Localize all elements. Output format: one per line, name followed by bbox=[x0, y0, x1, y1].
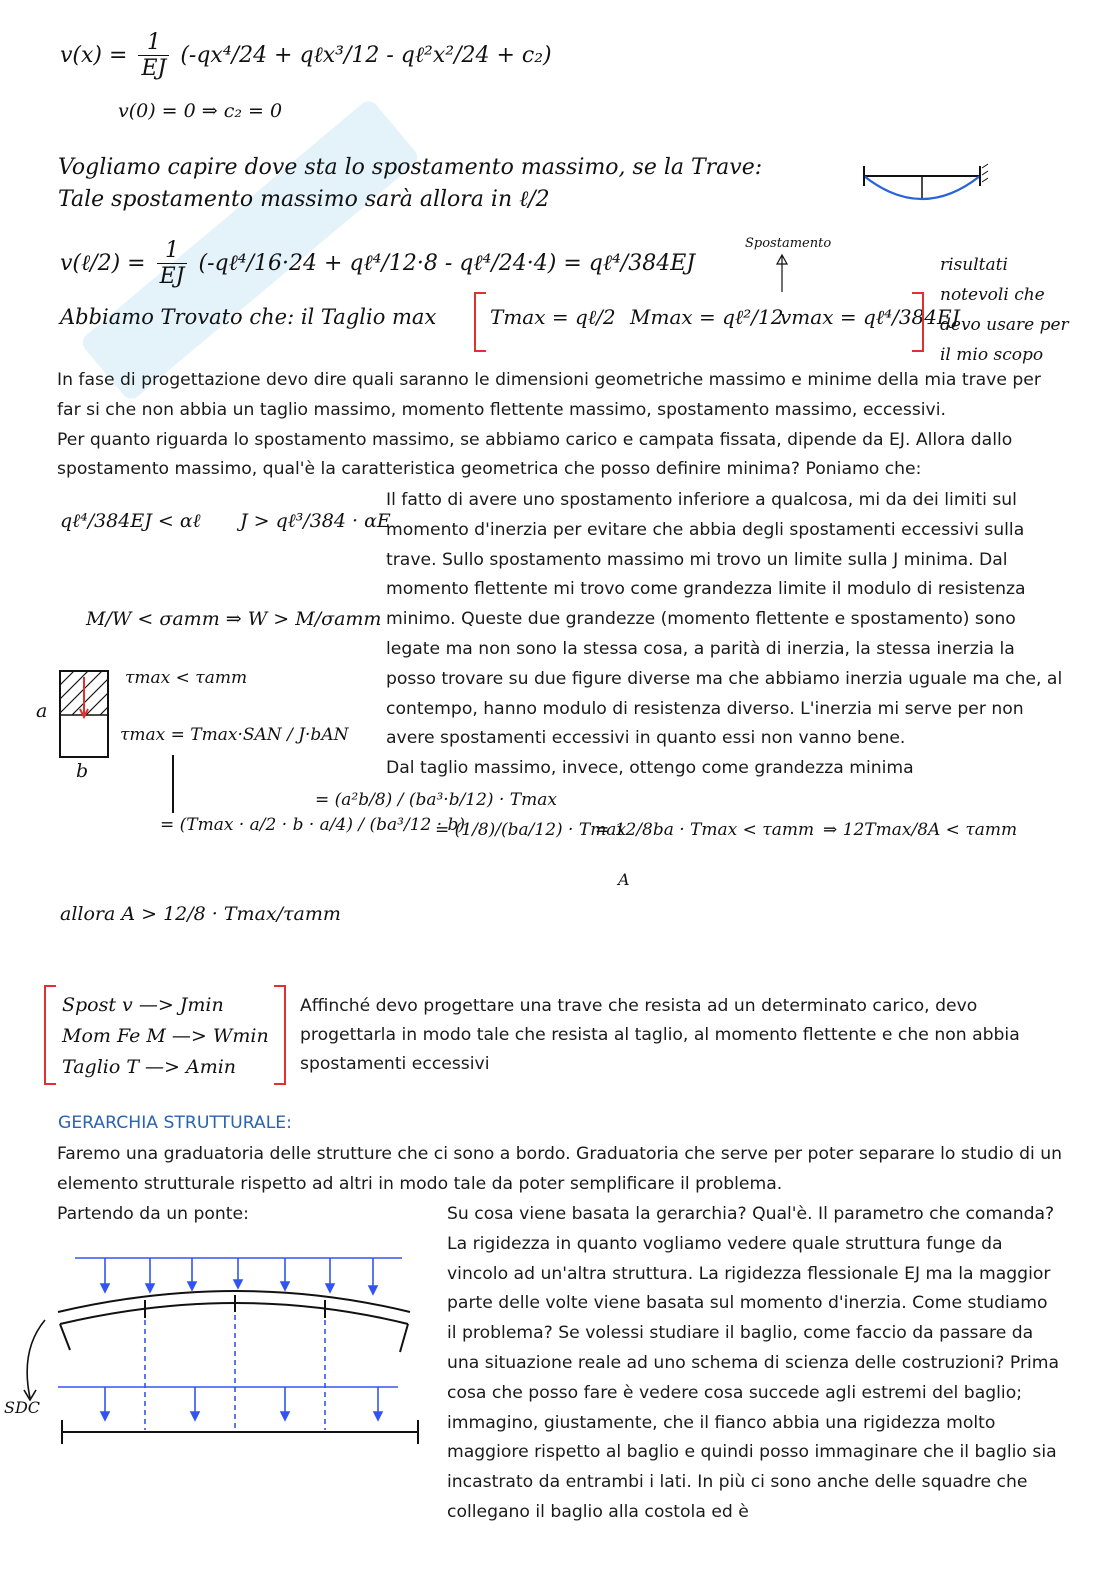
para-spostamento: Per quanto riguarda lo spostamento massimo, se abbiamo carico e campata fissata, dipende da EJ. Allora dallo spostamento massimo, qual'è la caratteristica geometrica che posso definire minima? Poniamo che: bbox=[57, 429, 1013, 480]
tau-chain-4: = 12/8ba · Tmax < τamm bbox=[595, 820, 815, 840]
t-max: Tmax = qℓ/2 bbox=[490, 305, 616, 329]
formula-v-mid: v(ℓ/2) = $\frac{1}{EJ}$ (-qℓ⁴/16·24 + qℓ⁴/12·8 - qℓ⁴/24·4) = qℓ⁴/384EJ bbox=[60, 238, 696, 290]
formula-j-right: J > qℓ³/384 · αE bbox=[240, 510, 391, 532]
para-design: In fase di progettazione devo dire quali saranno le dimensioni geometriche massimo e minime della mia trave per far si che non abbia un taglio massimo, momento flettente massimo, spostamento massimo, eccessivi. bbox=[57, 370, 1041, 420]
bracket-right bbox=[912, 292, 924, 352]
handwritten-line-1: Vogliamo capire dove sta lo spostamento massimo, se la Trave: bbox=[58, 155, 763, 180]
tau-chain-2: = (a²b/8) / (ba³·b/12) · Tmax bbox=[315, 790, 557, 810]
a-arrow-label: A bbox=[618, 870, 630, 889]
formula-tau-cond: τmax < τamm bbox=[125, 668, 248, 688]
formula-a: allora A > 12/8 · Tmax/τamm bbox=[60, 903, 341, 925]
dim-b: b bbox=[76, 760, 89, 782]
risultati-note: risultati notevoli che devo usare per il mio scopo bbox=[940, 255, 1069, 365]
summary-list: Spost v —> Jmin Mom Fe M —> Wmin Taglio T —> Amin bbox=[62, 994, 269, 1078]
tau-chain-3: = (1/8)/(ba/12) · Tmax bbox=[435, 820, 627, 840]
paragraph-2 bbox=[386, 486, 1066, 784]
formula-j-left: qℓ⁴/384EJ < αℓ bbox=[60, 510, 201, 532]
tau-chain-1: = (Tmax · a/2 · b · a/4) / (ba³/12 · b) bbox=[160, 815, 466, 835]
formula-v-x: v(x) = $\frac{1}{EJ}$ (-qx⁴/24 + qℓx³/12 - qℓ²x²/24 + c₂) bbox=[60, 30, 552, 82]
paragraph-progettare: Affinché devo progettare una trave che resista ad un determinato carico, devo progettarla in modo tale che resista al taglio, al momento flettente e che non abbia spostamenti eccessivi bbox=[300, 996, 1020, 1074]
para-taglio: Dal taglio massimo, invece, ottengo come grandezza minima bbox=[386, 758, 914, 779]
paragraph-rigidezza: Su cosa viene basata la gerarchia? Qual'è. Il parametro che comanda? La rigidezza in quanto vogliamo vedere quale struttura funge da vincolo ad un'altra struttura. La rigidezza flessionale EJ ma la maggior parte delle volte viene basata sul momento d'inerzia. Come studiamo il problema? Se volessi studiare il baglio, come faccio da passare da una situazione reale ad uno schema di scienza delle costruzioni? Prima cosa che posso fare è vedere cosa succede agli estremi del baglio; immagino, giustamente, che il fianco abbia una rigidezza molto maggiore rispetto al baglio e quindi posso immaginare che il baglio sia incastrato da entrambi i lati. In più ci sono anche delle squadre che collegano il baglio alla costola ed è bbox=[447, 1204, 1060, 1522]
handwritten-line-2: Tale spostamento massimo sarà allora in ℓ/2 bbox=[58, 187, 550, 212]
paragraph-1 bbox=[57, 366, 1067, 485]
section-heading: GERARCHIA STRUTTURALE: bbox=[58, 1113, 292, 1133]
dim-a: a bbox=[36, 700, 48, 722]
m-max: Mmax = qℓ²/12 bbox=[630, 305, 784, 329]
formula-boundary: v(0) = 0 ⇒ c₂ = 0 bbox=[118, 100, 283, 122]
abbiamo-trovato: Abbiamo Trovato che: il Taglio max bbox=[60, 305, 437, 329]
vertical-rule bbox=[172, 755, 174, 813]
sdc-label: SDC bbox=[4, 1398, 41, 1417]
section-sketch bbox=[30, 665, 120, 780]
summary-bracket-left bbox=[44, 985, 56, 1085]
para-inerzia: Il fatto di avere uno spostamento inferiore a qualcosa, mi da dei limiti sul momento d'inerzia per evitare che abbia degli spostamenti eccessivi sulla trave. Sullo spostamento massimo mi trovo un limite sulla J minima. Dal momento flettente mi trovo come grandezza limite il modulo di resistenza minimo. Queste due grandezze (momento flettente e spostamento) sono legate ma non sono la stessa cosa, a parità di inerzia, la stessa inerzia la posso trovare su due figure diverse ma che abbiamo inerzia uguale ma che, al contempo, hanno modulo di resistenza diverso. L'inerzia mi serve per non avere spostamenti eccessivi in quanto essi non vanno bene. bbox=[386, 490, 1063, 749]
summary-bracket-right bbox=[274, 985, 286, 1085]
v-max: vmax = qℓ⁴/384EJ bbox=[780, 305, 960, 329]
bridge-diagram bbox=[0, 1240, 440, 1470]
tau-chain-5: ⇒ 12Tmax/8A < τamm bbox=[823, 820, 1018, 840]
arrow-up-icon bbox=[775, 252, 789, 294]
spostamento-label: Spostamento bbox=[745, 236, 832, 251]
paragraph-ponte: Partendo da un ponte: bbox=[57, 1204, 249, 1224]
formula-w: M/W < σamm ⇒ W > M/σamm bbox=[86, 608, 382, 630]
bracket-left bbox=[474, 292, 486, 352]
paragraph-gerarchia: Faremo una graduatoria delle strutture che ci sono a bordo. Graduatoria che serve per poter separare lo studio di un elemento strutturale rispetto ad altri in modo tale da poter semplificare il problema. bbox=[57, 1144, 1063, 1194]
formula-tau-def: τmax = Tmax·SAN / J·bAN bbox=[120, 725, 349, 745]
beam-sketch bbox=[858, 160, 988, 210]
